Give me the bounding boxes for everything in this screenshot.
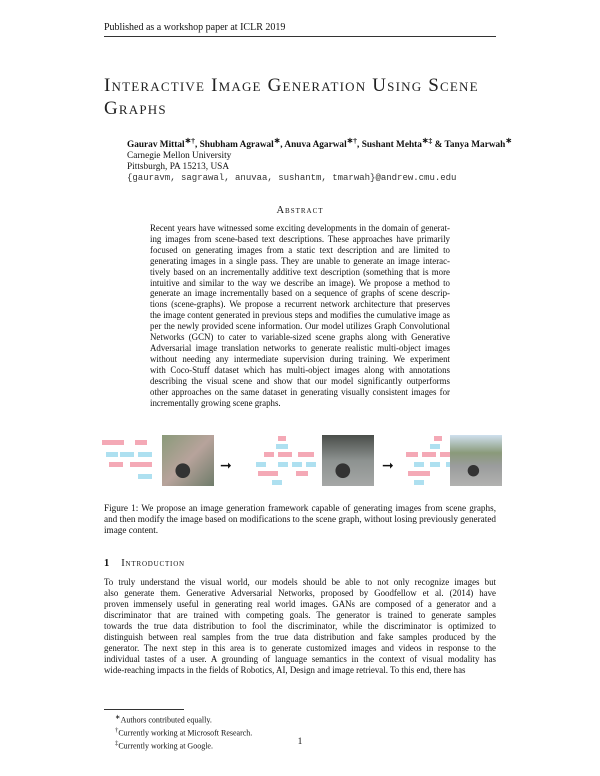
text-line: towards the true data distribution to fool the discriminator, while the discriminator is optimized to: [104, 620, 496, 631]
author-names: [127, 135, 512, 151]
address: Pittsburgh, PA 15213, USA: [127, 162, 230, 173]
generated-image-3: [450, 435, 502, 486]
author-mark: ∗†: [184, 136, 195, 145]
fn-mark: ∗: [115, 714, 121, 721]
section-heading: [104, 558, 185, 569]
section-number: 1: [104, 558, 110, 569]
introduction-body: [104, 577, 496, 676]
text-line: with Coco-Stuff dataset which has multi-object images along with annotations: [150, 364, 450, 375]
page-number: 1: [297, 737, 303, 747]
fn-text: Currently working at Microsoft Research.: [118, 728, 253, 738]
text-line: the image content generated in previous steps and modifies the cumulative image as: [150, 310, 450, 321]
title-line: Interactive Image Generation Using Scene: [104, 75, 479, 96]
fn-mark: †: [115, 727, 119, 735]
amp: &: [434, 140, 443, 151]
text-line: generating images in a single pass. They are unable to generate an image interac-: [150, 255, 450, 266]
author-mark: ∗†: [346, 136, 358, 145]
text-line: Recent years have witnessed some exciting developments in the domain of generat-: [150, 223, 450, 233]
text-line: generator. The next step in this area is to generate customized images and videos in response to the: [104, 642, 496, 653]
fn-mark: ‡: [115, 740, 119, 748]
text-line: wide-reaching impacts in the fields of Robotics, AI, Design and image retrieval. To this end, there has: [104, 664, 466, 675]
affiliation: Carnegie Mellon University: [127, 151, 232, 162]
author-mark: ∗: [505, 136, 512, 145]
sep: ,: [194, 140, 198, 151]
text-line: also generate them. Generative Adversarial Networks, proposed by Goodfellow et al. (2014) have: [104, 587, 496, 598]
text-line: proven immensely useful in generating real world images. GANs are composed of a generator and a: [104, 598, 496, 609]
section-title: Introduction: [121, 558, 185, 569]
fn-text: Currently working at Google.: [118, 741, 213, 751]
arrow-icon: ➞: [382, 459, 394, 474]
text-line: To truly understand the visual world, our models should be able to not only recognize images but: [104, 577, 496, 587]
text-line: generate an image incrementally based on a sequence of graphs of scene descrip-: [150, 288, 450, 299]
text-line: intuitive and similar to the way we describe an image). We propose a method to: [150, 277, 450, 288]
author-name: Shubham Agrawal: [199, 140, 274, 151]
text-line: Networks (GCN) to cater to variable-sized scene graphs along with Generative: [150, 332, 450, 343]
text-line: tively based on an incrementally additive text description (something that is more: [150, 266, 450, 277]
email: {gauravm, sagrawal, anuvaa, sushantm, tmarwah}@andrew.cmu.edu: [127, 173, 457, 184]
text-line: other approaches on the same dataset in generating visually consistent images for: [150, 386, 450, 397]
text-line: tions (scene-graphs). We propose a recurrent network architecture that preserves: [150, 299, 450, 310]
text-line: ing images from scene-based text descriptions. These approaches have primarily: [150, 233, 450, 244]
author-block: [127, 135, 512, 184]
generated-image-1: [162, 435, 214, 486]
scene-graph-2: [248, 432, 318, 492]
paper-title: [104, 74, 504, 120]
sep: ,: [357, 140, 360, 151]
text-line: individual tastes of a user. A grounding of language semantics in the context of visual modality has: [104, 653, 496, 664]
title-line: Graphs: [104, 98, 167, 119]
text-line: without needing any intermediate supervision during training. We experiment: [150, 353, 450, 364]
footnote-rule: [104, 709, 184, 710]
scene-graph-1: [100, 432, 158, 492]
author-mark: ∗‡: [421, 136, 433, 145]
generated-image-2: [322, 435, 374, 486]
author-name: Sushant Mehta: [361, 140, 422, 151]
abstract-heading: Abstract: [276, 205, 324, 216]
author-mark: ∗: [273, 136, 281, 145]
author-name: Anuva Agarwal: [284, 140, 347, 151]
text-line: Adversarial image translation networks to generate realistic multi-object images: [150, 342, 450, 353]
text-line: distinguish between real samples from the true data distribution and fake samples produced by the: [104, 631, 496, 642]
running-header: Published as a workshop paper at ICLR 2019: [104, 22, 496, 37]
sep: ,: [280, 140, 283, 151]
text-line: incrementally growing scene graphs.: [150, 397, 281, 408]
figure-caption: Figure 1: We propose an image generation framework capable of generating images from scene graphs, and then modify the image based on modifications to the scene graph, without losing previously generated image content.: [104, 503, 496, 535]
text-line: per the newly provided scene information. Our model utilizes Graph Convolutional: [150, 321, 450, 332]
text-line: focused on generating images from a static text description and are limited to: [150, 244, 450, 255]
footnote: [115, 713, 252, 726]
fn-text: Authors contributed equally.: [120, 715, 212, 725]
arrow-icon: ➞: [220, 459, 232, 474]
author-name: Tanya Marwah: [444, 140, 506, 151]
text-line: discriminator that are trained with competing goals. The generator is trained to generate samples: [104, 609, 496, 620]
figure-1: [100, 432, 500, 492]
author-name: Gaurav Mittal: [127, 140, 185, 151]
abstract-body: [150, 223, 450, 408]
text-line: describing the visual scene and show that our model significantly outperforms: [150, 375, 450, 386]
